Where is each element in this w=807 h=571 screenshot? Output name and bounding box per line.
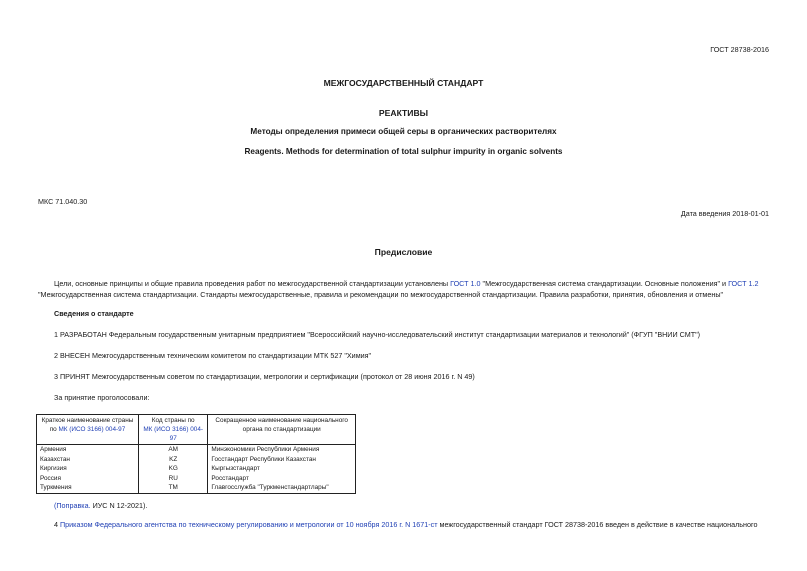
table-header-row	[37, 415, 356, 445]
mk-iso-link[interactable]: МК (ИСО 3166) 004-97	[143, 426, 204, 442]
subtitle-russian: Методы определения примеси общей серы в органических растворителях	[250, 127, 557, 136]
table-row	[37, 455, 356, 465]
adopted-item: 3 ПРИНЯТ Межгосударственным советом по стандартизации, метрологии и сертификации (протокол от 28 июня 2016 г. N 49)	[54, 372, 475, 381]
developer-item: 1 РАЗРАБОТАН Федеральным государственным унитарным предприятием "Всероссийский научно-исследовательский институт стандартизации материалов и технологий" (ФГУП "ВНИИ СМТ")	[54, 330, 701, 339]
body-cell: Росстандарт	[208, 474, 356, 484]
subtitle-english: Reagents. Methods for determination of total sulphur impurity in organic solvents	[244, 147, 563, 156]
mks-code: МКС 71.040.30	[38, 197, 88, 206]
item-text: межгосударственный стандарт ГОСТ 28738-2016 введен в действие в качестве национального	[439, 520, 758, 529]
item-number: 4	[54, 520, 58, 529]
table-row	[37, 464, 356, 474]
body-cell: Кыргызстандарт	[208, 464, 356, 474]
paragraph-text: "Межгосударственная система стандартизации. Основные положения" и	[482, 279, 727, 288]
document-code: ГОСТ 28738-2016	[710, 45, 769, 54]
code-cell: KG	[138, 464, 207, 474]
header-line: Код страны по	[151, 417, 195, 424]
header-line: органа по стандартизации	[242, 426, 321, 433]
standard-info-heading: Сведения о стандарте	[54, 309, 134, 318]
header-country	[37, 415, 139, 445]
voted-label: За принятие проголосовали:	[54, 393, 150, 402]
code-cell: RU	[138, 474, 207, 484]
gost-1-2-link[interactable]: ГОСТ 1.2	[728, 279, 759, 288]
header-body	[208, 415, 356, 445]
header-line: Сокращенное наименование национального	[215, 417, 348, 424]
standard-name-title: РЕАКТИВЫ	[378, 108, 429, 118]
preface-paragraph-line1	[54, 278, 758, 289]
standard-type-title: МЕЖГОСУДАРСТВЕННЫЙ СТАНДАРТ	[323, 78, 484, 88]
table-row	[37, 483, 356, 493]
table-row	[37, 474, 356, 484]
correction-text: ИУС N 12-2021).	[92, 501, 148, 510]
header-line: Краткое наименование страны	[41, 417, 134, 424]
table-row	[37, 445, 356, 455]
order-item	[54, 519, 757, 530]
code-cell: TM	[138, 483, 207, 493]
header-line	[142, 425, 204, 443]
submitted-item: 2 ВНЕСЕН Межгосударственным техническим комитетом по стандартизации МТК 527 "Химия"	[54, 351, 372, 360]
body-cell: Главгосслужба "Туркменстандартлары"	[208, 483, 356, 493]
country-cell: Киргизия	[37, 464, 139, 474]
intro-date: Дата введения 2018-01-01	[680, 209, 769, 218]
country-cell: Армения	[37, 445, 139, 455]
country-cell: Россия	[37, 474, 139, 484]
preface-paragraph-line2: "Межгосударственная система стандартизации. Стандарты межгосударственные, правила и рекомендации по межгосударственной стандартизации. Правила разработки, принятия, обновления и отмены"	[38, 290, 724, 299]
gost-1-0-link[interactable]: ГОСТ 1.0	[450, 279, 481, 288]
paragraph-text: Цели, основные принципы и общие правила проведения работ по межгосударственной стандартизации установлены	[54, 279, 449, 288]
header-code	[138, 415, 207, 445]
preface-heading: Предисловие	[374, 247, 433, 257]
code-cell: AM	[138, 445, 207, 455]
correction-note	[54, 500, 147, 511]
correction-link[interactable]: (Поправка.	[54, 501, 91, 510]
code-cell: KZ	[138, 455, 207, 465]
mk-iso-link[interactable]: МК (ИСО 3166) 004-97	[58, 426, 126, 433]
order-link[interactable]: Приказом Федерального агентства по техническому регулированию и метрологии от 10 ноября 2016 г. N 1671-ст	[60, 520, 438, 529]
country-cell: Туркмения	[37, 483, 139, 493]
header-line: по МК (ИСО 3166) 004-97	[49, 426, 126, 433]
country-cell: Казахстан	[37, 455, 139, 465]
body-cell: Госстандарт Республики Казахстан	[208, 455, 356, 465]
voting-states-table	[36, 414, 356, 494]
body-cell: Минэкономики Республики Армения	[208, 445, 356, 455]
